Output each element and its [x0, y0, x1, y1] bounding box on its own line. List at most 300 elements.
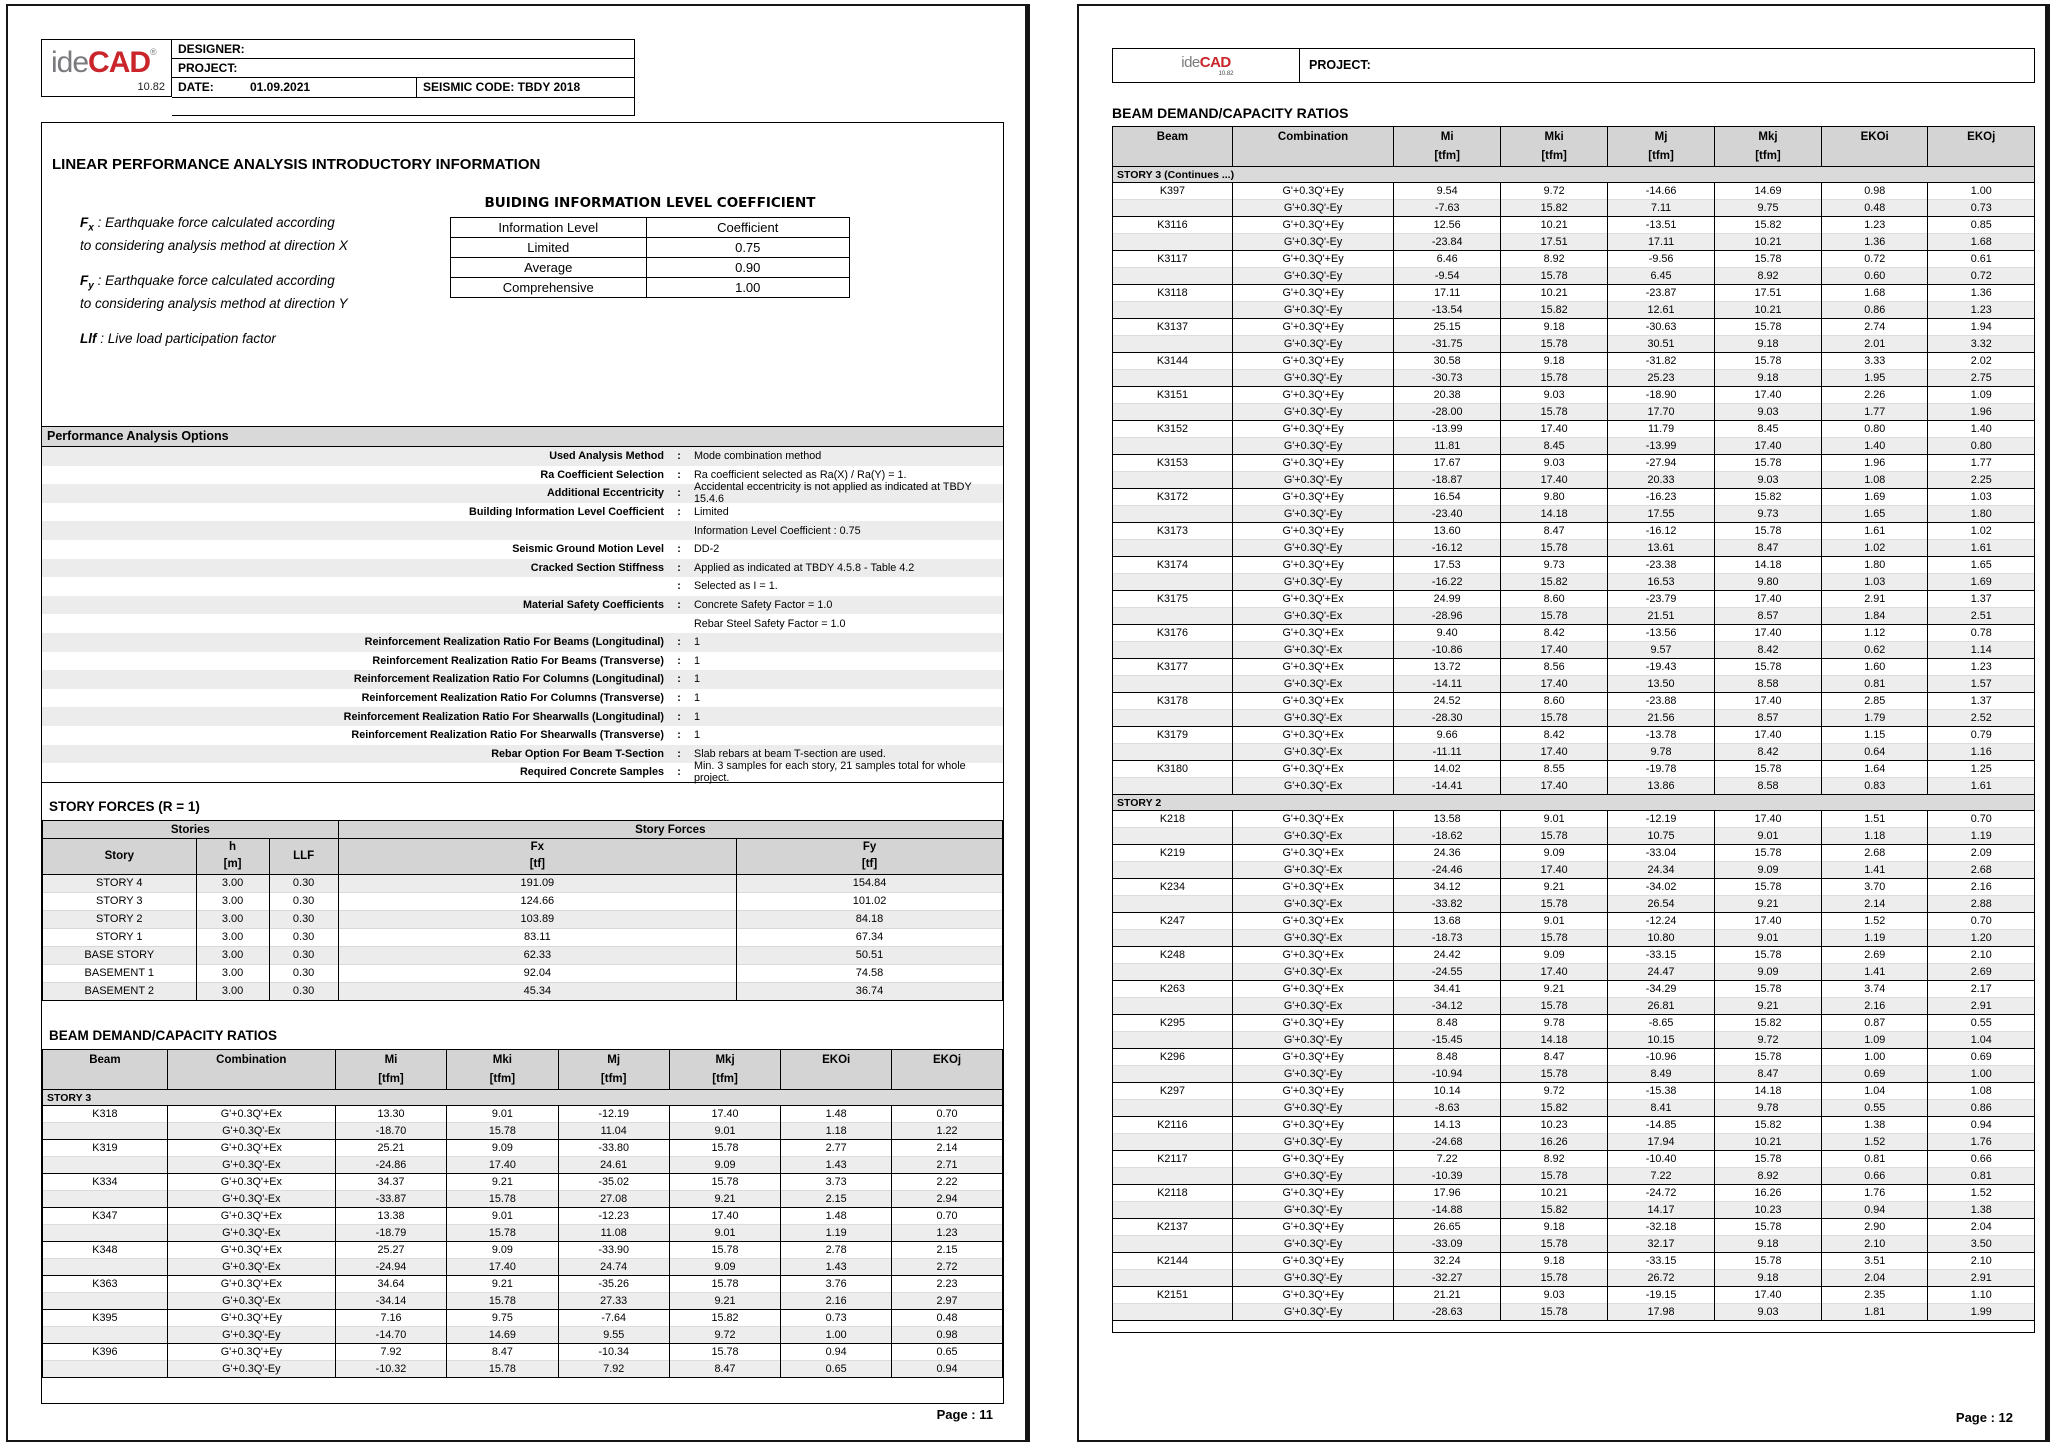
table-cell: 1.57 [1928, 676, 2035, 693]
column-header-cell: Mki [tfm] [1501, 127, 1608, 167]
table-cell: 9.01 [447, 1208, 558, 1225]
table-cell: 20.33 [1608, 472, 1715, 489]
table-cell: 7.92 [558, 1361, 669, 1378]
story-section-label: STORY 3 [43, 1090, 1003, 1106]
table-cell: -10.86 [1394, 642, 1501, 659]
beam-table-body [1113, 167, 2035, 1333]
table-cell: 16.53 [1608, 574, 1715, 591]
page-number: Page : 12 [1955, 1410, 2013, 1425]
table-row [1113, 421, 2035, 438]
beam-name-cell [1113, 710, 1233, 727]
table-cell: -18.79 [335, 1225, 446, 1242]
table-cell: 15.78 [1715, 353, 1822, 370]
beam-name-cell [1113, 1236, 1233, 1253]
table-cell: 9.01 [1501, 811, 1608, 828]
table-cell: 8.60 [1501, 591, 1608, 608]
table-cell: G'+0.3Q'-Ey [1232, 1066, 1393, 1083]
table-cell: 24.47 [1608, 964, 1715, 981]
option-value: 1 [694, 636, 701, 649]
table-cell: -10.34 [558, 1344, 669, 1361]
table-cell: G'+0.3Q'+Ey [1232, 1185, 1393, 1202]
table-cell: 9.01 [1715, 930, 1822, 947]
option-row [42, 521, 1003, 540]
table-cell: 15.78 [1715, 879, 1822, 896]
table-cell: 2.16 [781, 1293, 892, 1310]
table-row [43, 1242, 1003, 1259]
option-colon: : [677, 468, 681, 481]
table-cell: 17.40 [1715, 1287, 1822, 1304]
table-cell: 83.11 [338, 928, 736, 946]
beam-table-header [1113, 127, 2035, 167]
column-header-cell: EKOj [892, 1050, 1003, 1090]
table-cell: 9.09 [1715, 964, 1822, 981]
table-cell: -16.23 [1608, 489, 1715, 506]
option-value: 1 [694, 654, 701, 667]
table-cell: 1.52 [1928, 1185, 2035, 1202]
table-cell: G'+0.3Q'+Ex [167, 1208, 335, 1225]
table-row [1113, 845, 2035, 862]
option-value: Applied as indicated at TBDY 4.5.8 - Table 4.2 [694, 561, 915, 574]
table-cell: 9.21 [447, 1276, 558, 1293]
table-cell: 0.70 [1928, 913, 2035, 930]
table-cell: -14.70 [335, 1327, 446, 1344]
table-row [1113, 506, 2035, 523]
group-header-cell: Stories [43, 821, 339, 839]
table-row [1113, 1236, 2035, 1253]
table-cell: 1.76 [1928, 1134, 2035, 1151]
beam-name-cell: K3176 [1113, 625, 1233, 642]
table-cell: 1.52 [1821, 1134, 1927, 1151]
option-value: Selected as I = 1. [694, 580, 778, 593]
table-cell: 0.85 [1928, 217, 2035, 234]
table-cell: G'+0.3Q'-Ex [167, 1293, 335, 1310]
table-cell: G'+0.3Q'+Ex [1232, 879, 1393, 896]
option-value: 1 [694, 692, 701, 705]
option-row [42, 652, 1003, 671]
table-cell: 12.61 [1608, 302, 1715, 319]
table-cell: -9.54 [1394, 268, 1501, 285]
option-colon: : [677, 766, 681, 779]
table-cell: G'+0.3Q'-Ex [1232, 896, 1393, 913]
table-cell: 9.03 [1501, 1287, 1608, 1304]
table-cell: 1.04 [1928, 1032, 2035, 1049]
seismic-code: SEISMIC CODE: TBDY 2018 [416, 78, 634, 97]
group-header-cell: Story Forces [338, 821, 1002, 839]
table-cell: -9.56 [1608, 251, 1715, 268]
table-cell: -23.40 [1394, 506, 1501, 523]
table-cell: 0.55 [1821, 1100, 1927, 1117]
column-header-cell: Combination [1232, 127, 1393, 167]
table-cell: -27.94 [1608, 455, 1715, 472]
table-cell: G'+0.3Q'-Ey [1232, 1134, 1393, 1151]
table-cell: -13.51 [1608, 217, 1715, 234]
table-cell: 9.21 [669, 1191, 780, 1208]
table-cell: -14.11 [1394, 676, 1501, 693]
table-cell: -11.11 [1394, 744, 1501, 761]
table-cell: -10.39 [1394, 1168, 1501, 1185]
table-cell: 2.04 [1928, 1219, 2035, 1236]
table-cell: 3.73 [781, 1174, 892, 1191]
option-row [42, 633, 1003, 652]
table-cell: 1.68 [1928, 234, 2035, 251]
table-cell: 34.41 [1394, 981, 1501, 998]
table-cell: 21.51 [1608, 608, 1715, 625]
table-cell: G'+0.3Q'-Ey [167, 1361, 335, 1378]
table-cell: 9.21 [1501, 879, 1608, 896]
table-cell: 10.21 [1501, 217, 1608, 234]
table-cell: 10.23 [1501, 1117, 1608, 1134]
table-cell: -24.68 [1394, 1134, 1501, 1151]
option-label: Required Concrete Samples [519, 766, 664, 779]
column-header-cell: Mj [tfm] [1608, 127, 1715, 167]
table-cell: 2.15 [892, 1242, 1003, 1259]
table-cell: -19.43 [1608, 659, 1715, 676]
table-cell: 1.10 [1928, 1287, 2035, 1304]
beam-table-header [43, 1050, 1003, 1090]
column-header-cell: Combination [167, 1050, 335, 1090]
building-information-level-coefficient [450, 195, 850, 298]
table-cell: 45.34 [338, 982, 736, 1000]
table-cell: 8.48 [1394, 1015, 1501, 1032]
option-value: Mode combination method [694, 450, 822, 463]
beam-name-cell [43, 1191, 168, 1208]
column-header-cell: Mkj [tfm] [669, 1050, 780, 1090]
column-header-cell: h [m] [196, 839, 269, 875]
table-cell: -23.87 [1608, 285, 1715, 302]
option-row [42, 503, 1003, 522]
column-header-cell: Mkj [tfm] [1715, 127, 1822, 167]
story-forces-table [42, 820, 1003, 1001]
option-label: Cracked Section Stiffness [530, 561, 664, 574]
table-cell: 0.66 [1821, 1168, 1927, 1185]
bilc-table [450, 217, 850, 298]
table-cell: 13.72 [1394, 659, 1501, 676]
table-cell: -33.15 [1608, 947, 1715, 964]
table-cell: 9.18 [1501, 1219, 1608, 1236]
beam-ratios-table-wrap [42, 1049, 1003, 1378]
table-cell: 1.09 [1821, 1032, 1927, 1049]
table-row [1113, 693, 2035, 710]
table-cell: 154.84 [737, 874, 1003, 892]
table-cell: 1.00 [646, 278, 850, 298]
table-cell: G'+0.3Q'-Ey [1232, 540, 1393, 557]
column-header-cell: EKOi [1821, 127, 1927, 167]
table-cell: 0.30 [269, 928, 338, 946]
table-cell: G'+0.3Q'+Ex [167, 1140, 335, 1157]
table-row [451, 278, 850, 298]
table-row [1113, 1185, 2035, 1202]
table-cell: 8.42 [1715, 642, 1822, 659]
table-cell: G'+0.3Q'-Ey [1232, 506, 1393, 523]
table-cell: 17.40 [1501, 778, 1608, 795]
table-cell: 1.20 [1928, 930, 2035, 947]
table-cell: 17.70 [1608, 404, 1715, 421]
table-cell: 9.73 [1715, 506, 1822, 523]
table-cell: 9.54 [1394, 183, 1501, 200]
table-cell: -31.82 [1608, 353, 1715, 370]
option-value: Ra coefficient selected as Ra(X) / Ra(Y) = 1. [694, 468, 907, 481]
table-cell: 3.00 [196, 892, 269, 910]
table-cell: -24.46 [1394, 862, 1501, 879]
table-cell: 15.78 [1501, 828, 1608, 845]
table-cell: 2.10 [1928, 1253, 2035, 1270]
table-cell: 24.74 [558, 1259, 669, 1276]
table-cell: 9.21 [1501, 981, 1608, 998]
table-row [1113, 591, 2035, 608]
column-header-cell: Beam [1113, 127, 1233, 167]
table-cell: 9.03 [1501, 455, 1608, 472]
report-header [1112, 48, 2035, 83]
table-row [1113, 608, 2035, 625]
table-cell: 30.51 [1608, 336, 1715, 353]
beam-name-cell [1113, 438, 1233, 455]
table-cell: 0.81 [1821, 676, 1927, 693]
table-cell: 1.37 [1928, 693, 2035, 710]
table-row [43, 982, 1003, 1000]
option-colon: : [677, 747, 681, 760]
idecad-logo-text [1181, 55, 1231, 70]
table-cell: 24.36 [1394, 845, 1501, 862]
table-cell: 9.75 [447, 1310, 558, 1327]
table-row [43, 1344, 1003, 1361]
table-row [1113, 489, 2035, 506]
table-cell: -10.94 [1394, 1066, 1501, 1083]
table-row [1113, 913, 2035, 930]
table-cell: 1.03 [1928, 489, 2035, 506]
bilc-title: BUIDING INFORMATION LEVEL COEFFICIENT [484, 195, 816, 211]
table-cell: G'+0.3Q'+Ex [1232, 947, 1393, 964]
table-cell: 1.48 [781, 1208, 892, 1225]
table-cell: 9.09 [447, 1242, 558, 1259]
table-cell: G'+0.3Q'-Ex [167, 1225, 335, 1242]
table-cell: G'+0.3Q'-Ey [1232, 1236, 1393, 1253]
table-cell: 8.45 [1715, 421, 1822, 438]
beam-name-cell [43, 1293, 168, 1310]
option-colon: : [677, 710, 681, 723]
table-cell: 15.78 [1715, 981, 1822, 998]
table-cell: 9.80 [1715, 574, 1822, 591]
idecad-logo [41, 39, 172, 97]
option-row [42, 481, 1003, 506]
table-cell: -19.15 [1608, 1287, 1715, 1304]
table-cell: 0.79 [1928, 727, 2035, 744]
project-label: PROJECT: [1309, 58, 1371, 72]
story-forces-header [43, 821, 1003, 875]
table-cell: 8.47 [1501, 1049, 1608, 1066]
table-cell: -8.65 [1608, 1015, 1715, 1032]
table-cell: 0.55 [1928, 1015, 2035, 1032]
table-cell: 8.47 [447, 1344, 558, 1361]
option-row [42, 447, 1003, 466]
date-label: DATE: [178, 80, 214, 94]
table-cell: 1.18 [1821, 828, 1927, 845]
table-cell: 8.47 [1715, 1066, 1822, 1083]
table-cell: G'+0.3Q'-Ey [1232, 302, 1393, 319]
table-cell: -33.87 [335, 1191, 446, 1208]
beam-name-cell: K2144 [1113, 1253, 1233, 1270]
table-cell: 9.03 [1501, 387, 1608, 404]
table-cell: G'+0.3Q'-Ex [1232, 964, 1393, 981]
table-cell: G'+0.3Q'+Ex [1232, 845, 1393, 862]
table-cell: -28.00 [1394, 404, 1501, 421]
table-cell: 2.26 [1821, 387, 1927, 404]
table-cell: 8.58 [1715, 778, 1822, 795]
table-cell: 11.08 [558, 1225, 669, 1242]
table-cell: 1.43 [781, 1259, 892, 1276]
beam-name-cell: K318 [43, 1106, 168, 1123]
table-cell: 27.33 [558, 1293, 669, 1310]
table-cell: 17.40 [1715, 727, 1822, 744]
table-cell: 3.00 [196, 874, 269, 892]
table-row [1113, 1270, 2035, 1287]
table-cell: 8.47 [669, 1361, 780, 1378]
table-row [1113, 251, 2035, 268]
table-cell: 25.27 [335, 1242, 446, 1259]
story-forces-heading: STORY FORCES (R = 1) [49, 799, 200, 814]
table-cell: 15.78 [1715, 659, 1822, 676]
table-cell: 14.69 [1715, 183, 1822, 200]
table-cell: 25.21 [335, 1140, 446, 1157]
options-title: Performance Analysis Options [42, 427, 1003, 447]
table-cell: G'+0.3Q'-Ex [1232, 998, 1393, 1015]
option-colon: : [677, 692, 681, 705]
table-cell: 2.74 [1821, 319, 1927, 336]
table-cell: 15.82 [1501, 302, 1608, 319]
beam-name-cell: K2118 [1113, 1185, 1233, 1202]
table-cell: 17.40 [669, 1208, 780, 1225]
table-cell: G'+0.3Q'+Ex [167, 1174, 335, 1191]
table-cell: 13.38 [335, 1208, 446, 1225]
beam-name-cell [1113, 1100, 1233, 1117]
table-cell: 24.99 [1394, 591, 1501, 608]
table-cell: 17.40 [1501, 964, 1608, 981]
beam-name-cell [1113, 642, 1233, 659]
table-row [43, 1157, 1003, 1174]
beam-name-cell: K247 [1113, 913, 1233, 930]
table-row [1113, 200, 2035, 217]
table-cell: G'+0.3Q'-Ex [1232, 642, 1393, 659]
table-cell: STORY 1 [43, 928, 197, 946]
table-cell: 17.11 [1608, 234, 1715, 251]
table-cell: 14.18 [1501, 1032, 1608, 1049]
table-cell: G'+0.3Q'+Ey [1232, 251, 1393, 268]
table-cell: Coefficient [646, 218, 850, 238]
table-cell: 15.78 [1501, 1270, 1608, 1287]
designer-label: DESIGNER: [178, 42, 245, 56]
table-cell: 1.40 [1821, 438, 1927, 455]
option-value: DD-2 [694, 543, 720, 556]
idecad-logo [1113, 49, 1300, 82]
table-cell: BASEMENT 1 [43, 964, 197, 982]
table-cell: 0.94 [1928, 1117, 2035, 1134]
column-header-cell: Mj [tfm] [558, 1050, 669, 1090]
table-cell: 0.70 [892, 1208, 1003, 1225]
beam-name-cell [1113, 998, 1233, 1015]
beam-name-cell [43, 1259, 168, 1276]
table-cell: 9.01 [669, 1225, 780, 1242]
table-cell: 9.21 [447, 1174, 558, 1191]
definition: Llf : Live load participation factor [80, 331, 276, 347]
table-cell: 9.18 [1501, 319, 1608, 336]
table-row [1113, 930, 2035, 947]
table-cell: 26.72 [1608, 1270, 1715, 1287]
table-cell: 14.17 [1608, 1202, 1715, 1219]
table-cell: -18.62 [1394, 828, 1501, 845]
table-cell: -24.86 [335, 1157, 446, 1174]
table-cell: 1.65 [1928, 557, 2035, 574]
table-cell: 6.45 [1608, 268, 1715, 285]
table-cell: 24.52 [1394, 693, 1501, 710]
logo-cad-text: CAD [1199, 53, 1231, 71]
table-cell: 24.61 [558, 1157, 669, 1174]
table-cell: 9.09 [1501, 947, 1608, 964]
table-cell: 15.78 [1715, 251, 1822, 268]
table-cell: 0.72 [1821, 251, 1927, 268]
table-row [1113, 234, 2035, 251]
table-cell: -34.29 [1608, 981, 1715, 998]
beam-name-cell [1113, 472, 1233, 489]
performance-analysis-options [42, 426, 1003, 783]
table-cell: 17.40 [1715, 811, 1822, 828]
table-cell: -18.90 [1608, 387, 1715, 404]
option-row [42, 689, 1003, 708]
table-cell: 15.78 [1501, 1236, 1608, 1253]
option-row [42, 596, 1003, 615]
story-section-label: STORY 3 (Continues ...) [1113, 167, 2035, 183]
table-cell: 1.77 [1821, 404, 1927, 421]
table-cell: 0.69 [1821, 1066, 1927, 1083]
table-cell: STORY 4 [43, 874, 197, 892]
beam-name-cell: K3152 [1113, 421, 1233, 438]
table-cell: 0.70 [892, 1106, 1003, 1123]
beam-name-cell [1113, 268, 1233, 285]
table-cell: G'+0.3Q'-Ex [1232, 608, 1393, 625]
table-row [43, 928, 1003, 946]
beam-name-cell: K397 [1113, 183, 1233, 200]
table-cell: 2.14 [1821, 896, 1927, 913]
table-cell: 8.92 [1501, 251, 1608, 268]
table-cell: 2.68 [1928, 862, 2035, 879]
table-cell: 0.73 [781, 1310, 892, 1327]
table-row [43, 1276, 1003, 1293]
table-row [1113, 998, 2035, 1015]
table-cell: 2.69 [1928, 964, 2035, 981]
logo-version: 10.82 [137, 81, 165, 93]
table-row [43, 1191, 1003, 1208]
table-cell: 0.75 [646, 238, 850, 258]
table-cell: -14.66 [1608, 183, 1715, 200]
table-cell: -13.99 [1608, 438, 1715, 455]
table-cell: -33.04 [1608, 845, 1715, 862]
table-cell: 1.69 [1928, 574, 2035, 591]
table-cell: 24.42 [1394, 947, 1501, 964]
table-cell: 2.94 [892, 1191, 1003, 1208]
table-cell: G'+0.3Q'+Ey [167, 1344, 335, 1361]
column-header-row [43, 1050, 1003, 1090]
beam-name-cell: K219 [1113, 845, 1233, 862]
story-section-label: STORY 2 [1113, 795, 2035, 811]
table-cell: 2.91 [1928, 998, 2035, 1015]
table-row [1113, 302, 2035, 319]
options-rows [42, 447, 1003, 785]
table-cell: G'+0.3Q'-Ey [1232, 1270, 1393, 1287]
table-cell: 10.14 [1394, 1083, 1501, 1100]
table-row [1113, 1134, 2035, 1151]
table-cell: 103.89 [338, 910, 736, 928]
table-cell: 9.75 [1715, 200, 1822, 217]
table-cell: 67.34 [737, 928, 1003, 946]
table-cell: 11.81 [1394, 438, 1501, 455]
